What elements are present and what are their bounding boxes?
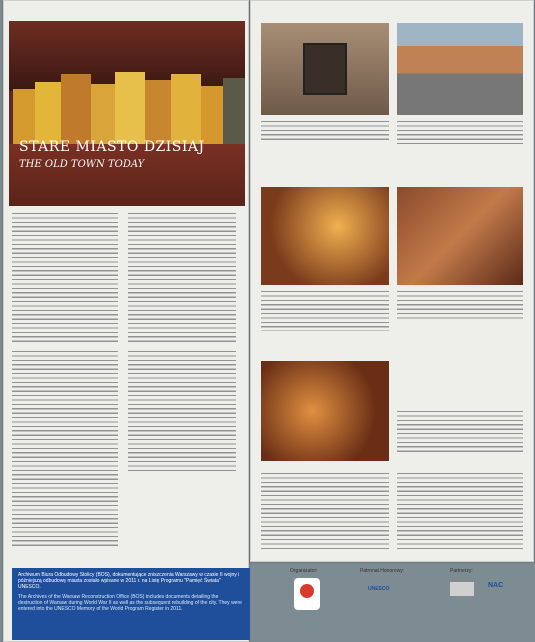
organizer-label: Organizator: (290, 568, 318, 574)
caption-1 (261, 121, 389, 143)
caption-5 (397, 411, 523, 453)
photo-basement-corridor (261, 187, 389, 285)
building (115, 72, 145, 144)
text-block-en-2 (128, 351, 236, 471)
building (223, 78, 245, 144)
left-panel (3, 0, 249, 642)
hero-illustration (9, 21, 245, 206)
right-panel (250, 0, 534, 562)
photo-basement-floor (397, 187, 523, 285)
building (61, 74, 91, 144)
footer-banner (12, 568, 250, 640)
text-block-en-1 (12, 351, 118, 547)
partners-label: Partnerzy: (450, 568, 473, 574)
credits-pl (261, 473, 389, 549)
poster-subtitle: THE OLD TOWN TODAY (19, 159, 145, 170)
footer-text-pl: Archiwum Biura Odbudowy Stolicy (BOS), dokumentujące zniszczenia Warszawy w czasie II wojny i późniejszą odbudowę miasta zostało wpisane w 2011 r. na Listę Programu "Pamięć Świata" UNESCO. (18, 572, 240, 590)
credits-en (397, 473, 523, 549)
photo-cellar-window (261, 23, 389, 115)
building (145, 80, 171, 144)
unesco-logo: UNESCO (368, 586, 390, 592)
nac-logo: NAC (488, 582, 504, 589)
window-grate (303, 43, 347, 95)
logos-strip (290, 568, 522, 628)
text-block-pl-2 (128, 213, 236, 345)
building (91, 84, 115, 144)
caption-3 (261, 291, 389, 331)
footer-text-en: The Archives of the Warsaw Reconstruction Office (BOS) includes documents detailing the destruction of Warsaw during World War II as well as the subsequent rebuilding of the city. They were entered into the UNESCO Memory of the World Program Register in 2011. (18, 594, 242, 612)
building (171, 74, 201, 144)
poster-title: STARE MIASTO DZISIAJ (19, 139, 205, 155)
building (35, 82, 61, 144)
organizer-logo (294, 578, 320, 610)
photo-basement-stairs (261, 361, 389, 461)
caption-2 (397, 121, 523, 147)
building (13, 89, 35, 144)
patron-label: Patronat Honorowy: (360, 568, 405, 574)
text-block-pl-1 (12, 213, 118, 345)
partner-logo (450, 582, 474, 596)
logo-mark-red (300, 584, 314, 598)
caption-4 (397, 291, 523, 321)
photo-street-paving (397, 23, 523, 115)
building (201, 86, 223, 144)
